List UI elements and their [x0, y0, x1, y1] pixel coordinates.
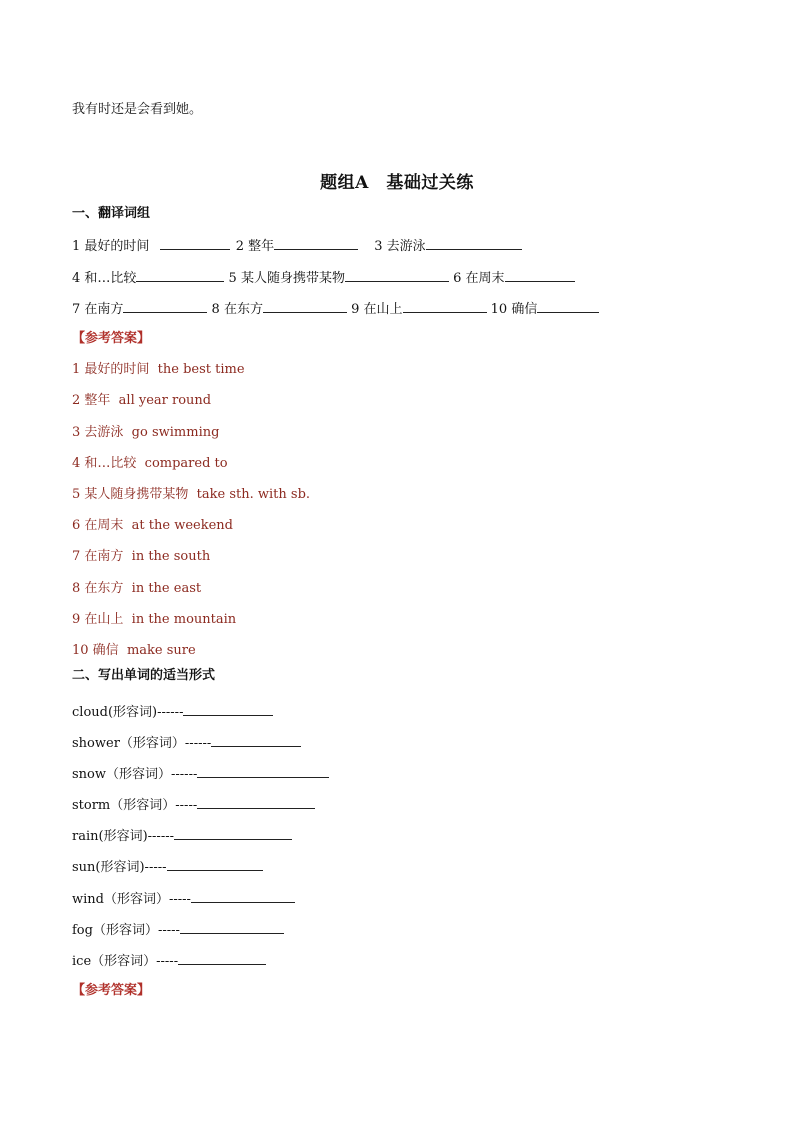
- answer-blank[interactable]: [211, 734, 301, 747]
- answer-en: in the east: [131, 581, 202, 596]
- answer-cn: 2 整年: [72, 393, 111, 408]
- answer-blank[interactable]: [403, 300, 487, 313]
- answer-en: all year round: [118, 393, 212, 408]
- word-form-item: [72, 827, 292, 845]
- answer-item: [72, 362, 245, 378]
- answer-blank[interactable]: [345, 269, 449, 282]
- section2-heading: 二、写出单词的适当形式: [72, 668, 216, 683]
- answer-en: the best time: [157, 362, 245, 377]
- word-prompt: snow（形容词）------: [72, 767, 198, 782]
- translate-row-3: [72, 300, 599, 318]
- answer-en: at the weekend: [131, 518, 233, 533]
- answer-blank[interactable]: [174, 827, 292, 840]
- answer-blank[interactable]: [123, 300, 207, 313]
- answer-cn: 6 在周末: [72, 518, 124, 533]
- word-form-item: [72, 952, 266, 970]
- answer-cn: 8 在东方: [72, 581, 124, 596]
- answer-blank[interactable]: [183, 703, 273, 716]
- prompt-5: 5 某人随身携带某物: [228, 271, 345, 286]
- answer-cn: 4 和…比较: [72, 456, 137, 471]
- answer-en: compared to: [144, 456, 228, 471]
- answer-blank[interactable]: [136, 269, 224, 282]
- translate-row-1: [72, 237, 522, 255]
- word-prompt: cloud(形容词)------: [72, 705, 184, 720]
- answer-item: [72, 643, 196, 659]
- answer-cn: 9 在山上: [72, 612, 124, 627]
- answer-blank[interactable]: [191, 890, 295, 903]
- answer-en: go swimming: [131, 425, 220, 440]
- answer-en: make sure: [126, 643, 196, 658]
- answer-item: [72, 581, 201, 597]
- answer-item: [72, 425, 219, 441]
- answer-en: in the mountain: [131, 612, 237, 627]
- section-title: 题组A 基础过关练: [320, 173, 474, 193]
- answer-label-2: 【参考答案】: [72, 983, 151, 998]
- answer-cn: 3 去游泳: [72, 425, 124, 440]
- prompt-1: 1 最好的时间: [72, 239, 150, 254]
- answer-blank[interactable]: [537, 300, 599, 313]
- answer-blank[interactable]: [167, 858, 263, 871]
- prompt-2: 2 整年: [235, 239, 275, 254]
- word-form-item: [72, 921, 284, 939]
- word-prompt: rain(形容词)------: [72, 829, 174, 844]
- prompt-4: 4 和…比较: [72, 271, 137, 286]
- prompt-3: 3 去游泳: [374, 239, 426, 254]
- answer-blank[interactable]: [180, 921, 284, 934]
- word-form-item: [72, 734, 301, 752]
- word-prompt: fog（形容词）-----: [72, 923, 180, 938]
- answer-blank[interactable]: [505, 269, 575, 282]
- answer-blank[interactable]: [274, 237, 358, 250]
- prompt-7: 7 在南方: [72, 302, 124, 317]
- answer-blank[interactable]: [178, 952, 266, 965]
- answer-blank[interactable]: [160, 237, 230, 250]
- section1-heading: 一、翻译词组: [72, 206, 151, 221]
- answer-blank[interactable]: [197, 765, 329, 778]
- answer-blank[interactable]: [197, 796, 315, 809]
- translate-row-2: [72, 269, 575, 287]
- word-form-item: [72, 703, 273, 721]
- answer-cn: 1 最好的时间: [72, 362, 150, 377]
- answer-item: [72, 518, 233, 534]
- prompt-10: 10 确信: [490, 302, 538, 317]
- word-prompt: shower（形容词）------: [72, 736, 212, 751]
- prompt-8: 8 在东方: [211, 302, 263, 317]
- prompt-9: 9 在山上: [351, 302, 403, 317]
- intro-sentence: 我有时还是会看到她。: [72, 102, 203, 117]
- answer-cn: 7 在南方: [72, 549, 124, 564]
- word-prompt: ice（形容词）-----: [72, 954, 179, 969]
- answer-cn: 5 某人随身携带某物: [72, 487, 189, 502]
- answer-item: [72, 549, 210, 565]
- word-prompt: storm（形容词）-----: [72, 798, 198, 813]
- answer-label: 【参考答案】: [72, 331, 151, 346]
- answer-blank[interactable]: [426, 237, 522, 250]
- answer-item: [72, 487, 310, 503]
- answer-item: [72, 612, 236, 628]
- answer-blank[interactable]: [263, 300, 347, 313]
- answer-cn: 10 确信: [72, 643, 119, 658]
- word-prompt: sun(形容词)-----: [72, 860, 167, 875]
- answer-item: [72, 393, 211, 409]
- answer-en: in the south: [131, 549, 211, 564]
- word-prompt: wind（形容词）-----: [72, 892, 191, 907]
- word-form-item: [72, 858, 263, 876]
- word-form-item: [72, 765, 329, 783]
- prompt-6: 6 在周末: [453, 271, 505, 286]
- answer-item: [72, 456, 228, 472]
- answer-en: take sth. with sb.: [196, 487, 311, 502]
- word-form-item: [72, 890, 295, 908]
- word-form-item: [72, 796, 315, 814]
